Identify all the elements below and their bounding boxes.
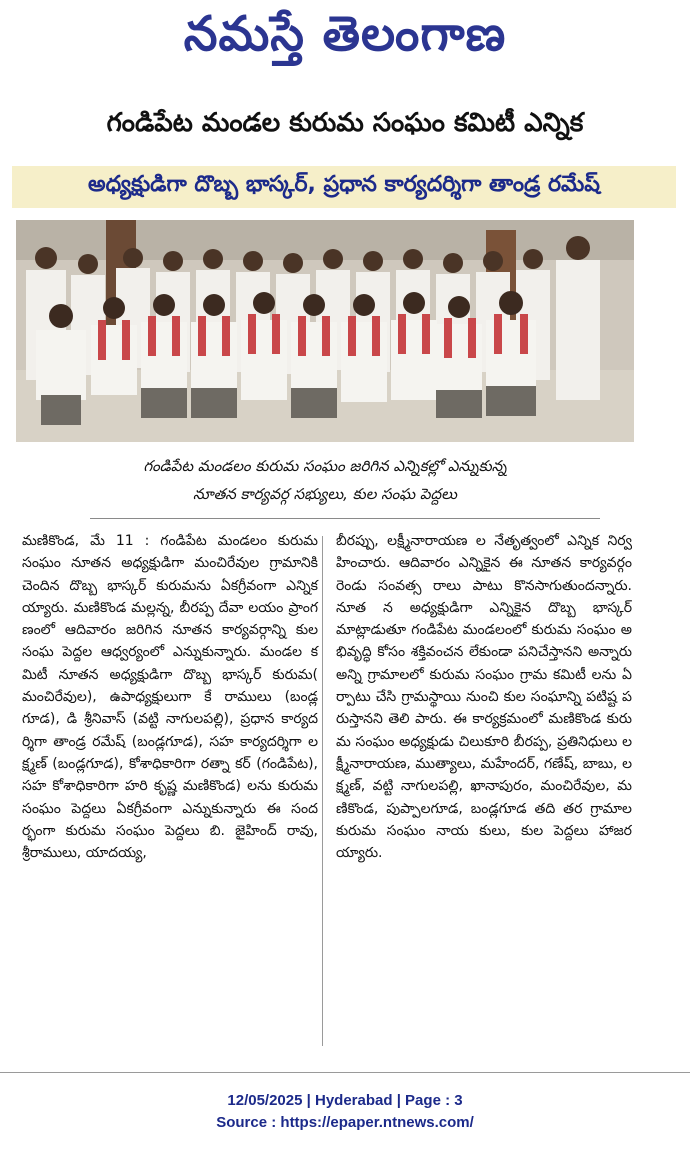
photo-caption-line-2: నూతన కార్యవర్గ సభ్యులు, కుల సంఘ పెద్దలు [193, 485, 457, 503]
footer-divider [0, 1072, 690, 1073]
footer-source-link[interactable]: Source : https://epaper.ntnews.com/ [216, 1114, 474, 1131]
article-body-left-column: మణికొండ, మే 11 : గండిపేట మండలం కురుమ సంఘం నూతన అధ్యక్షుడిగా మంచిరేవుల గ్రామానికి చెందిన దొబ్బ భాస్కర్ కురుమను ఏకగ్రీవంగా ఎన్నిక య్యారు. మణికొండ మల్లన్న, బీరప్ప దేవా లయం ప్రాంగణంలో ఆదివారం జరిగిన నూతన కార్యవర్గాన్ని కుల సంఘ పెద్దల ఆధ్వర్యంలో ఎన్నుకున్నారు. మండల కమిటీ నూతన అధ్యక్షుడిగా దొబ్బ భాస్కర్ కురుమ( మంచిరేవుల), ఉపాధ్యక్షులుగా కే రాములు (బండ్లగూడ), డి శ్రీనివాస్ (వట్టి నాగులపల్లి), ప్రధాన కార్యదర్శిగా తాండ్ర రమేష్ (బండ్లగూడ), సహ కార్యదర్శిగా లక్ష్మణ్ (బండ్లగూడ), కోశాధికారిగా రత్నా కర్ (గండిపేట), సహ కోశాధికారిగా హరి కృష్ణ మణికొండ) లను కురుమ సంఘం పెద్దలు ఏకగ్రీవంగా ఎన్నుకున్నారు ఈ సందర్భంగా కురుమ సంఘం పెద్దలు బి. జైహింద్ రావు, శ్రీరాములు, యాదయ్య, [22, 533, 318, 862]
column-divider [322, 536, 323, 1046]
photo-caption-line-1: గండిపేట మండలం కురుమ సంఘం జరిగిన ఎన్నికల్లో ఎన్నుకున్న [143, 457, 507, 475]
masthead-title: నమస్తే తెలంగాణ [183, 6, 507, 62]
article-subheadline: అధ్యక్షుడిగా దొబ్బ భాస్కర్, ప్రధాన కార్యదర్శిగా తాండ్ర రమేష్ [88, 172, 600, 197]
article-body-right-column: బీరప్పు, లక్ష్మీనారాయణ ల నేతృత్వంలో ఎన్నిక నిర్వహించారు. ఆదివారం ఎన్నికైన ఈ నూతన కార్యవర్గం రెండు సంవత్స రాలు పాటు కొనసాగుతుందన్నారు. నూత న అధ్యక్షుడిగా ఎన్నికైన దొబ్బ భాస్కర్ మాట్లాడుతూ గండిపేట మండలంలో కురుమ సంఘం అభివృద్ధి కోసం శక్తివంచన లేకుండా పనిచేస్తానని అన్నారు అన్ని గ్రామాలలో కురుమ సంఘం గ్రామ కమిటీ లను ఏర్పాటు చేసి గ్రామస్థాయి నుంచి కుల సంఘాన్ని పటిష్ట పరుస్తానని తెలి పారు. ఈ కార్యక్రమంలో మణికొండ కురు మ సంఘం అధ్యక్షుడు చిలుకూరి బీరప్ప, ప్రతినిధులు లక్ష్మీనారాయణ, ముత్యాలు, మహేందర్, గణేష్, బాబు, లక్ష్మణ్, వట్టి నాగులపల్లి, ఖానాపురం, మంచిరేవుల, మణికొండ, పుప్పాలగూడ, బండ్లగూడ తది తర గ్రామాల కురుమ సంఘం నాయ కులు, కుల పెద్దలు హాజరయ్యారు. [336, 533, 632, 862]
article-headline: గండిపేట మండల కురుమ సంఘం కమిటీ ఎన్నిక [106, 108, 584, 138]
caption-divider [90, 518, 600, 519]
photo-caption [16, 452, 634, 508]
group-photo [16, 220, 634, 442]
footer-edition-info: 12/05/2025 | Hyderabad | Page : 3 [227, 1092, 463, 1109]
article-subheadline-band [12, 166, 676, 208]
group-photo-illustration [16, 220, 634, 442]
newspaper-masthead [0, 4, 690, 76]
